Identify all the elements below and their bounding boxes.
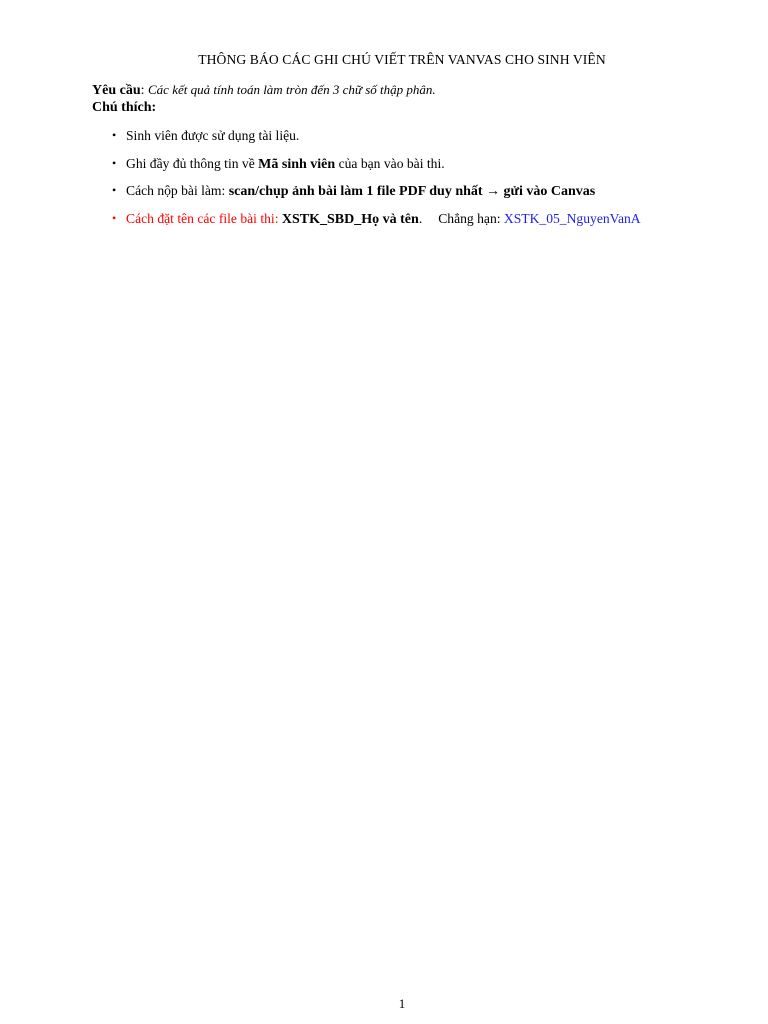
requirement-label: Yêu cầu <box>92 83 141 98</box>
list-item-bold: Mã sinh viên <box>258 156 336 172</box>
notes-heading: Chú thích: <box>92 100 157 115</box>
list-item-text-after: của bạn vào bài thi. <box>335 155 445 171</box>
requirement-text: Các kết quả tính toán làm tròn đến 3 chữ số thập phân. <box>148 82 436 97</box>
notes-list <box>110 128 641 238</box>
requirement-line <box>92 82 436 99</box>
bullet-icon: • <box>112 155 117 170</box>
bullet-icon: • <box>112 183 117 197</box>
list-item <box>110 211 641 239</box>
list-item-text: Sinh viên được sử dụng tài liệu. <box>126 128 300 143</box>
list-item-bold: scan/chụp ảnh bài làm 1 file PDF duy nhất → gửi vào Canvas <box>228 184 596 199</box>
filename-pattern: XSTK_SBD_Họ và tên <box>281 211 419 227</box>
filename-rule-text: Cách đặt tên các file bài thi: <box>126 210 282 226</box>
requirement-separator: : <box>140 83 149 98</box>
bullet-icon: • <box>112 210 117 225</box>
list-item-text: Cách nộp bài làm: <box>126 183 229 198</box>
page-number: 1 <box>398 996 406 1011</box>
page-title: THÔNG BÁO CÁC GHI CHÚ VIẾT TRÊN VANVAS CHO SINH VIÊN <box>198 52 606 67</box>
list-item-text: Ghi đầy đủ thông tin về <box>126 155 259 171</box>
bullet-icon: • <box>112 128 117 142</box>
filename-period: . <box>418 210 423 226</box>
example-label: Chẳng hạn: <box>438 210 504 226</box>
list-item <box>110 156 641 184</box>
list-item <box>110 128 641 156</box>
list-item <box>110 183 641 211</box>
example-filename: XSTK_05_NguyenVanA <box>503 210 641 226</box>
